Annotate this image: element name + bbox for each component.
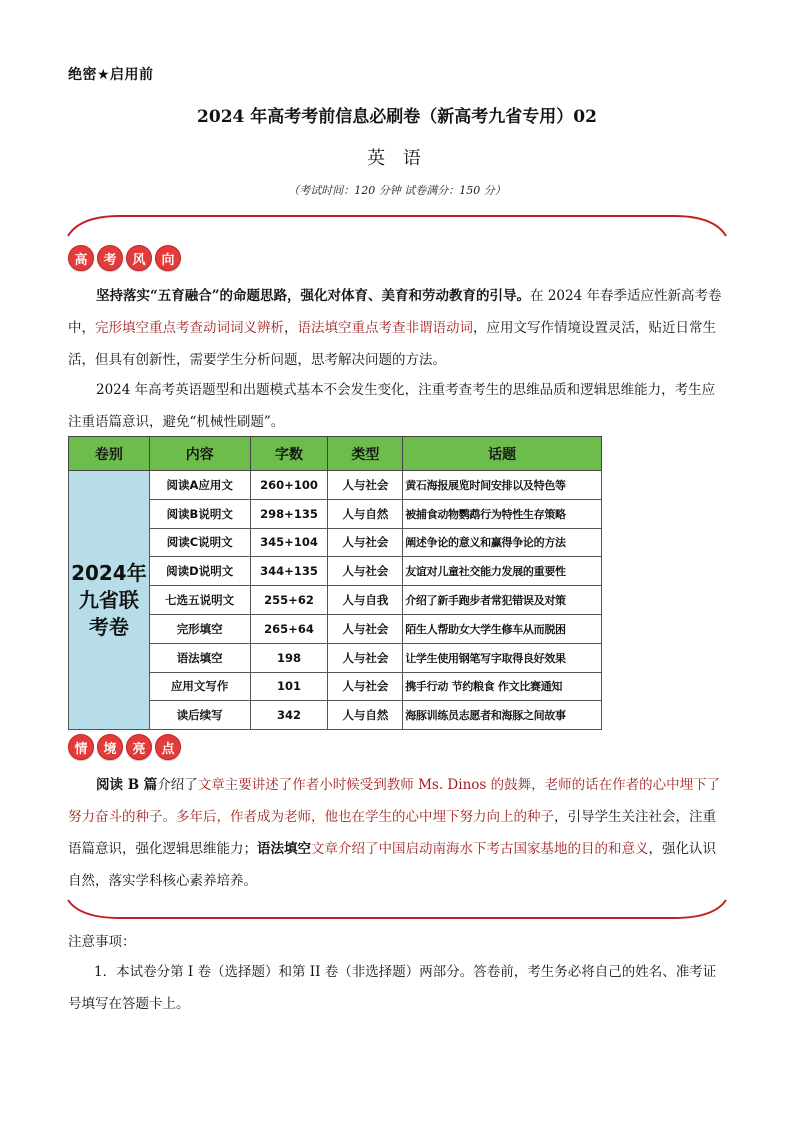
text-span: 在 2024 年春季适应性新高考卷中， [68, 288, 722, 336]
text-span: ， [284, 320, 298, 336]
cell-words: 342 [250, 701, 328, 730]
cell-content: 语法填空 [149, 643, 250, 672]
table-header-row [69, 437, 602, 471]
top-decorative-arc [0, 206, 794, 246]
cell-words: 345+104 [250, 528, 328, 557]
cell-content: 七选五说明文 [149, 586, 250, 615]
cell-type: 人与社会 [328, 557, 403, 586]
cell-topic: 海豚训练员志愿者和海豚之间故事 [403, 701, 602, 730]
cell-type: 人与自然 [328, 701, 403, 730]
badge-char: 考 [97, 245, 123, 271]
reading-b-label: 阅读 B 篇 [96, 777, 158, 793]
trend-paragraph-2: 2024 年高考英语题型和出题模式基本不会发生变化，注重考查考生的思维品质和逻辑思维能力，考生应注重语篇意识，避免“机械性刷题”。 [68, 382, 716, 430]
cell-type: 人与社会 [328, 614, 403, 643]
cell-content: 阅读A应用文 [149, 471, 250, 500]
cell-topic: 携手行动 节约粮食 作文比赛通知 [403, 672, 602, 701]
header-paper: 卷别 [69, 437, 150, 471]
bottom-decorative-arc [0, 890, 794, 930]
notes-heading: 注意事项： [68, 934, 136, 950]
cell-words: 255+62 [250, 586, 328, 615]
text-span: 介绍了 [157, 777, 198, 793]
badge-char: 点 [155, 734, 181, 760]
table-row [69, 557, 602, 586]
cell-words: 101 [250, 672, 328, 701]
cell-content: 阅读B说明文 [149, 499, 250, 528]
table-row [69, 471, 602, 500]
table-row [69, 528, 602, 557]
highlight-grammar: 语法填空重点考查非谓语动词 [297, 320, 473, 336]
badge-char: 向 [155, 245, 181, 271]
exam-structure-table [68, 436, 602, 730]
cell-words: 260+100 [250, 471, 328, 500]
text-span: ，强化认识自然，落实学科核心素养培养。 [68, 841, 716, 889]
trend-paragraph-1 [68, 280, 726, 376]
header-type: 类型 [328, 437, 403, 471]
cell-topic: 友谊对儿童社交能力发展的重要性 [403, 557, 602, 586]
subject-heading: 英 语 [367, 148, 427, 169]
cell-content: 阅读D说明文 [149, 557, 250, 586]
table-row [69, 499, 602, 528]
cell-words: 265+64 [250, 614, 328, 643]
table-row [69, 586, 602, 615]
cell-words: 198 [250, 643, 328, 672]
highlight-grammar-fill: 文章介绍了中国启动南海水下考古国家基地的目的和意义 [311, 841, 649, 857]
table-row [69, 672, 602, 701]
cell-topic: 阐述争论的意义和赢得争论的方法 [403, 528, 602, 557]
cell-content: 读后续写 [149, 701, 250, 730]
cell-type: 人与自我 [328, 586, 403, 615]
header-word-count: 字数 [250, 437, 328, 471]
cell-topic: 被捕食动物鹦鹉行为特性生存策略 [403, 499, 602, 528]
cell-type: 人与自然 [328, 499, 403, 528]
table-row [69, 643, 602, 672]
cell-type: 人与社会 [328, 471, 403, 500]
table-row [69, 701, 602, 730]
text-span: ，应用文写作情境设置灵活，贴近日常生活，但具有创新性，需要学生分析问题，思考解决问题的方法。 [68, 320, 716, 368]
section-badge-gaokao-trend [68, 245, 181, 271]
cell-topic: 介绍了新手跑步者常犯错误及对策 [403, 586, 602, 615]
cell-content: 阅读C说明文 [149, 528, 250, 557]
cell-type: 人与社会 [328, 528, 403, 557]
note-item-1: 1．本试卷分第 I 卷（选择题）和第 II 卷（非选择题）两部分。答卷前，考生务必将自己的姓名、准考证号填写在答题卡上。 [68, 964, 717, 1012]
confidential-label: 绝密★启用前 [68, 67, 154, 83]
trend-bold-lead: 坚持落实“五育融合”的命题思路，强化对体育、美育和劳动教育的引导。 [96, 288, 531, 304]
badge-char: 高 [68, 245, 94, 271]
highlights-paragraph [68, 769, 726, 897]
document-title: 2024 年高考考前信息必刷卷（新高考九省专用）02 [197, 107, 597, 127]
grammar-fill-label: 语法填空 [257, 841, 311, 857]
cell-type: 人与社会 [328, 672, 403, 701]
cell-words: 298+135 [250, 499, 328, 528]
header-topic: 话题 [403, 437, 602, 471]
table-row [69, 614, 602, 643]
text-span: ，引导学生关注社会，注重语篇意识，强化逻辑思维能力； [68, 809, 716, 857]
exam-info: （考试时间：120 分钟 试卷满分：150 分） [288, 184, 506, 197]
badge-char: 情 [68, 734, 94, 760]
cell-content: 完形填空 [149, 614, 250, 643]
cell-topic: 让学生使用钢笔写字取得良好效果 [403, 643, 602, 672]
cell-topic: 黄石海报展览时间安排以及特色等 [403, 471, 602, 500]
cell-words: 344+135 [250, 557, 328, 586]
highlight-cloze: 完形填空重点考查动词词义辨析 [95, 320, 284, 336]
cell-type: 人与社会 [328, 643, 403, 672]
badge-char: 风 [126, 245, 152, 271]
cell-topic: 陌生人帮助女大学生修车从而脱困 [403, 614, 602, 643]
header-content: 内容 [149, 437, 250, 471]
highlight-reading-b: 文章主要讲述了作者小时候受到教师 Ms. Dinos 的鼓舞，老师的话在作者的心中埋下了努力奋斗的种子。多年后，作者成为老师，他也在学生的心中埋下努力向上的种子 [68, 777, 721, 825]
paper-group-label: 2024年九省联考卷 [69, 471, 150, 730]
badge-char: 境 [97, 734, 123, 760]
badge-char: 亮 [126, 734, 152, 760]
section-badge-highlights [68, 734, 181, 760]
cell-content: 应用文写作 [149, 672, 250, 701]
